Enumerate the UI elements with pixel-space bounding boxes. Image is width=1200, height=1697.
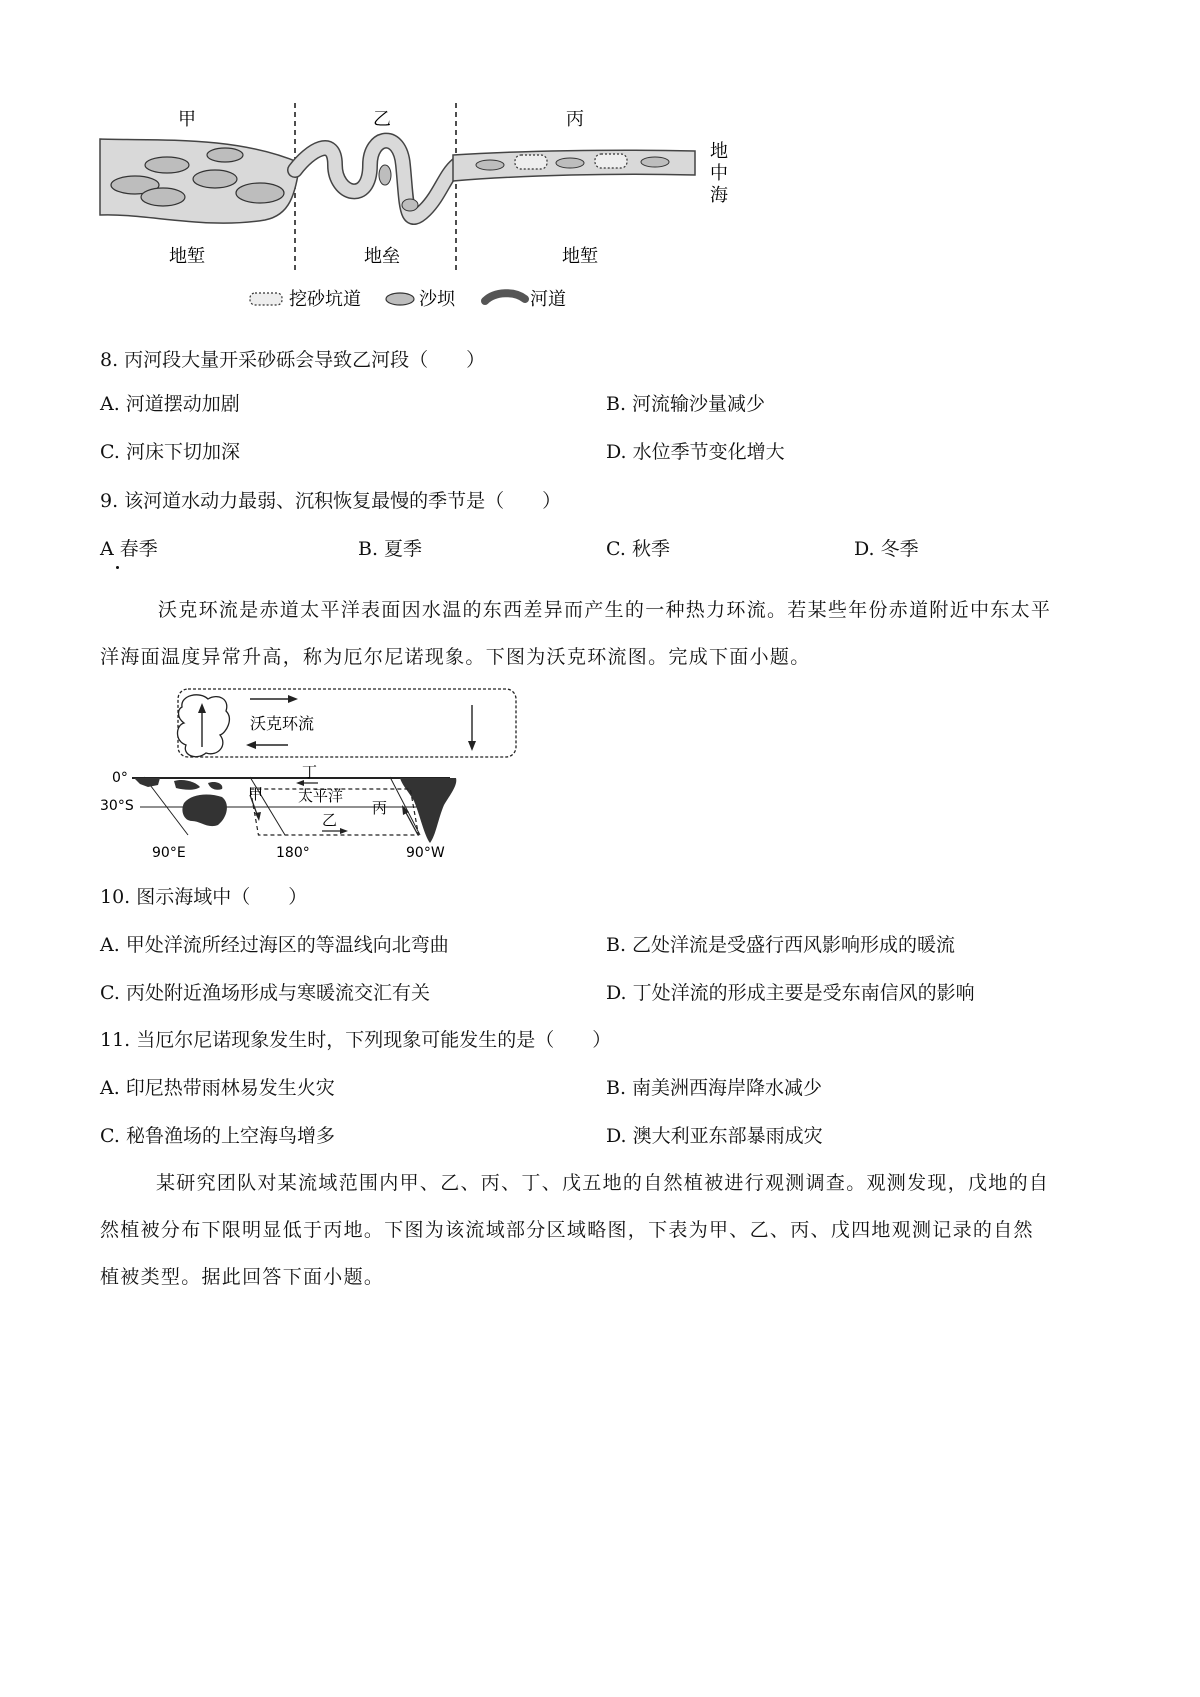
legend-pit-label: 挖砂坑道 [289,289,361,310]
sand-bar [145,157,189,173]
sand-bar [556,158,584,168]
south-america-landmass [400,778,456,843]
question-10-stem: 10. 图示海域中（ ） [100,886,308,908]
question-10-option-b[interactable]: B. 乙处洋流是受盛行西风影响形成的暖流 [606,934,956,956]
walker-circulation-label: 沃克环流 [250,714,315,733]
question-10-option-a[interactable]: A. 甲处洋流所经过海区的等温线向北弯曲 [100,934,449,956]
sea-label-3: 海 [710,185,728,206]
vegetation-passage-line-1: 某研究团队对某流域范围内甲、乙、丙、丁、戊五地的自然植被进行观测调查。观测发现，戊地的自 [156,1172,1050,1194]
lon-label-90w: 90°W [406,845,445,861]
indonesia-islands [174,780,200,790]
vegetation-passage-line-2: 然植被分布下限明显低于丙地。下图为该流域部分区域略图，下表为甲、乙、丙、戊四地观测记录的自然 [100,1219,1034,1241]
graben-label: 地堑 [169,246,205,267]
option-dot [116,566,119,569]
question-9-option-b[interactable]: B. 夏季 [358,538,423,560]
legend-channel-icon [485,293,525,301]
graben-label: 地堑 [562,246,598,267]
arrow-head [468,741,476,751]
sand-bar [193,170,237,188]
lat-label-0: 0° [112,770,128,786]
legend-sandbar-label: 沙坝 [419,289,455,310]
arrow-head [288,695,298,703]
question-8-option-b[interactable]: B. 河流输沙量减少 [606,393,766,415]
sea-label-1: 地 [710,141,728,162]
vegetation-passage [100,1160,1110,1301]
lon-label-90e: 90°E [152,845,186,861]
sand-bar [641,157,669,167]
arrow-head [246,741,256,749]
sand-bar [236,183,284,203]
australia-landmass [182,795,227,827]
legend-pit-icon [250,293,282,305]
question-10-option-d[interactable]: D. 丁处洋流的形成主要是受东南信风的影响 [606,982,975,1004]
legend-channel-label: 河道 [530,289,566,310]
sea-label-2: 中 [710,163,728,184]
question-10-option-c[interactable]: C. 丙处附近渔场形成与寒暖流交汇有关 [100,982,430,1004]
sand-bar [402,199,418,211]
indonesia-islands [208,782,222,790]
legend-sandbar-icon [386,293,414,305]
question-9-option-d[interactable]: D. 冬季 [854,538,919,560]
segment-label-bing: 丙 [566,109,584,130]
walker-passage-line-1: 沃克环流是赤道太平洋表面因水温的东西差异而产生的一种热力环流。若某些年份赤道附近中东太平 [158,599,1052,621]
question-9-option-c[interactable]: C. 秋季 [606,538,670,560]
walker-passage [100,587,1100,681]
sand-pit [515,155,547,169]
sand-pit [595,154,627,168]
point-label-jia: 甲 [248,785,264,803]
river-figure [95,95,815,335]
question-11-option-b[interactable]: B. 南美洲西海岸降水减少 [606,1077,823,1099]
vegetation-passage-line-3: 植被类型。据此回答下面小题。 [100,1266,385,1288]
segment-label-jia: 甲 [178,109,196,130]
walker-circulation-figure [100,685,520,870]
horst-label: 地垒 [364,246,400,267]
cloud-icon [178,695,230,757]
question-11-stem: 11. 当厄尔尼诺现象发生时，下列现象可能发生的是（ ） [100,1029,612,1051]
segment-label-yi: 乙 [373,109,391,130]
question-9-option-a[interactable]: A 春季 [100,538,158,560]
point-label-ding: 丁 [302,763,318,781]
sand-bar [207,148,243,162]
ocean-label: 太平洋 [298,787,344,805]
question-8-option-a[interactable]: A. 河道摆动加剧 [100,393,240,415]
question-8-option-d[interactable]: D. 水位季节变化增大 [606,441,785,463]
arrow-head [340,828,348,834]
walker-passage-line-2: 洋海面温度异常升高，称为厄尔尼诺现象。下图为沃克环流图。完成下面小题。 [100,646,811,668]
asia-landmass [134,778,160,787]
point-label-bing: 丙 [372,799,388,817]
question-11-option-a[interactable]: A. 印尼热带雨林易发生火灾 [100,1077,335,1099]
sand-bar [141,188,185,206]
question-11-option-c[interactable]: C. 秘鲁渔场的上空海鸟增多 [100,1125,335,1147]
question-8-option-c[interactable]: C. 河床下切加深 [100,441,240,463]
question-8-stem: 8. 丙河段大量开采砂砾会导致乙河段（ ） [100,349,486,371]
question-11-option-d[interactable]: D. 澳大利亚东部暴雨成灾 [606,1125,823,1147]
lat-label-30s: 30°S [100,798,134,814]
sand-bar [379,165,391,185]
question-9-stem: 9. 该河道水动力最弱、沉积恢复最慢的季节是（ ） [100,490,562,512]
sand-bar [476,160,504,170]
point-label-yi: 乙 [322,811,338,829]
lon-label-180: 180° [276,845,310,861]
